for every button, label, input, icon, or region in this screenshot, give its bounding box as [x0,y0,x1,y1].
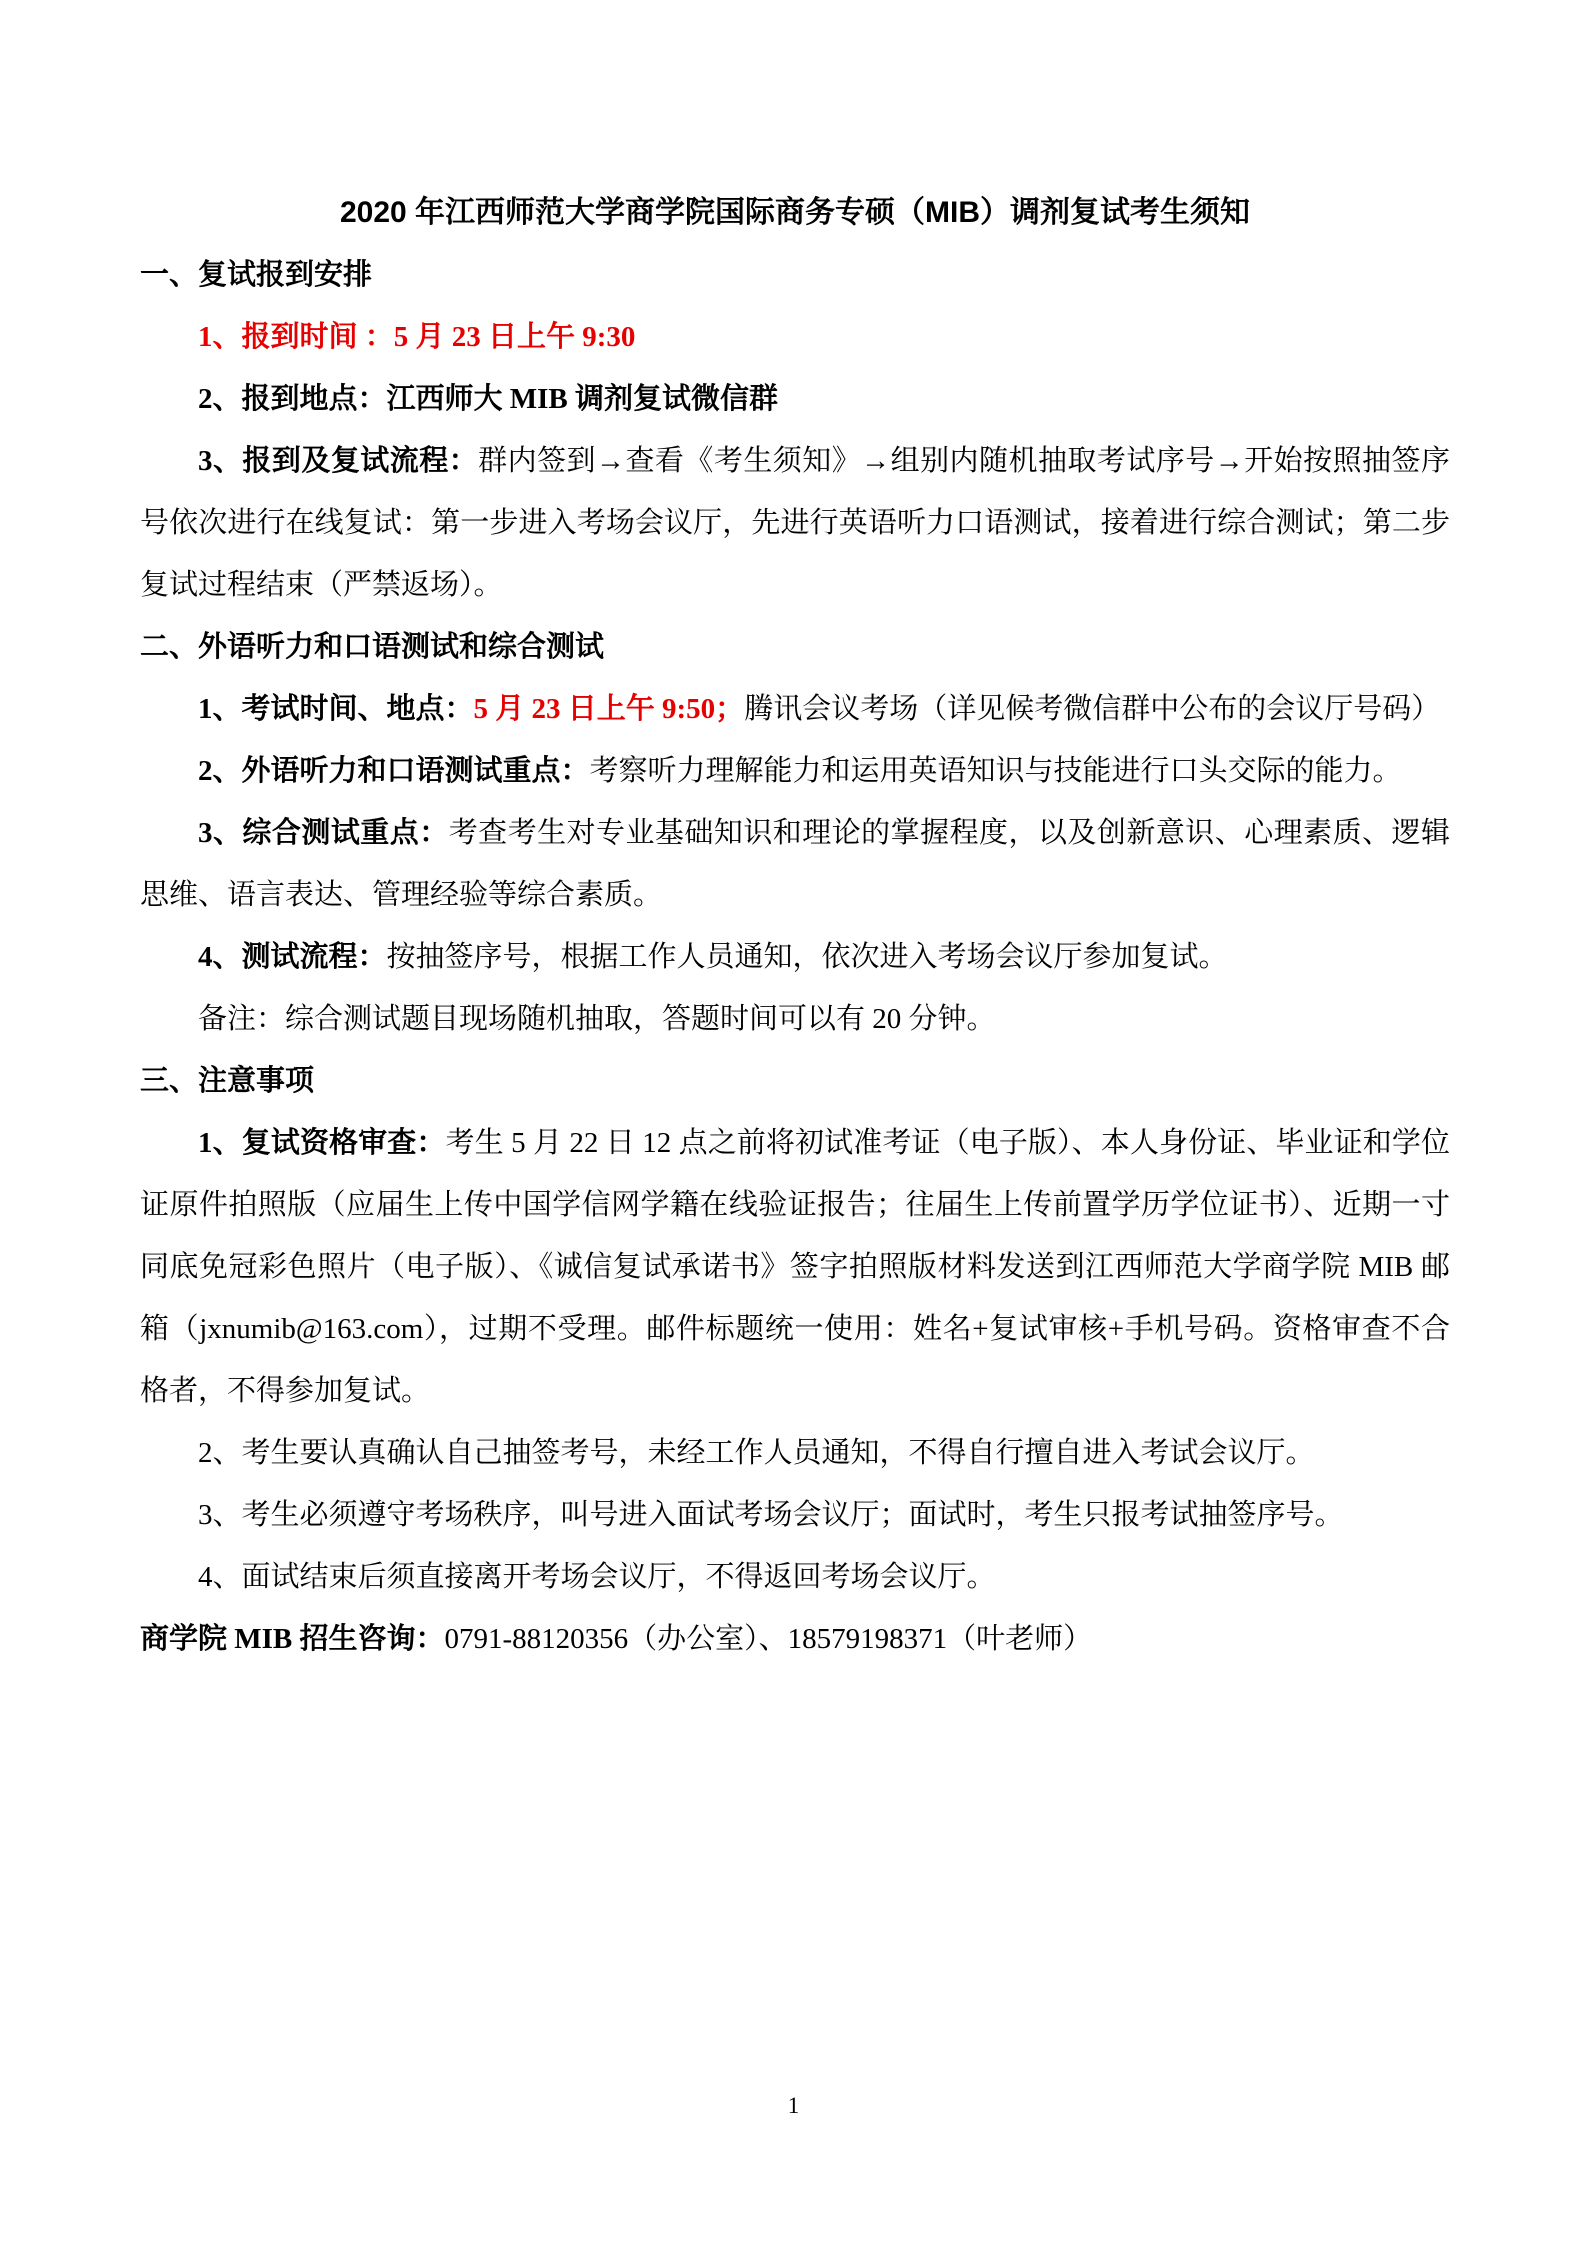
section-2-item-3 [140,802,1450,926]
item-text: 按抽签序号，根据工作人员通知，依次进入考场会议厅参加复试。 [386,941,1228,973]
section-1-item-3 [140,430,1450,616]
section-2-heading: 二、外语听力和口语测试和综合测试 [140,631,605,663]
section-2-remark [140,988,1450,1050]
section-1-heading: 一、复试报到安排 [140,259,373,291]
item-text: 考察听力理解能力和运用英语知识与技能进行口头交际的能力。 [589,755,1402,787]
item-label: 2、外语听力和口语测试重点： [198,755,590,787]
section-1-item-1 [140,306,1450,368]
section-3-item-2 [140,1422,1450,1484]
exam-time-text: 5 月 23 日上午 9:50； [473,693,745,725]
document-content [140,182,1450,1670]
document-title: 2020 年江西师范大学商学院国际商务专硕（MIB）调剂复试考生须知 [339,196,1251,229]
remark-text: 备注：综合测试题目现场随机抽取，答题时间可以有 20 分钟。 [198,1003,996,1035]
section-3-item-4 [140,1546,1450,1608]
item-label: 3、报到及复试流程： [198,445,479,477]
section-2-item-4 [140,926,1450,988]
item-text: 腾讯会议考场（详见候考微信群中公布的会议厅号码） [744,693,1441,725]
contact-label: 商学院 MIB 招生咨询： [140,1623,445,1655]
item-label: 4、测试流程： [198,941,387,973]
section-3-heading: 三、注意事项 [140,1065,315,1097]
item-text: 2、考生要认真确认自己抽签考号，未经工作人员通知，不得自行擅自进入考试会议厅。 [198,1437,1315,1469]
item-text: 4、面试结束后须直接离开考场会议厅，不得返回考场会议厅。 [198,1561,996,1593]
section-1-item-2 [140,368,1450,430]
report-time-text: 1、报到时间 ：5 月 23 日上午 9:30 [198,321,636,353]
contact-phones: 0791-88120356（办公室）、18579198371（叶老师） [444,1623,1093,1655]
item-text: 群内签到→查看《考生须知》→组别内随机抽取考试序号→开始按照抽签序号依次进行在线复试：第一步进入考场会议厅，先进行英语听力口语测试，接着进行综合测试；第二步复试过程结束（严禁返场）。 [140,445,1450,601]
contact-line [140,1608,1450,1670]
section-2-item-2 [140,740,1450,802]
section-3-item-3 [140,1484,1450,1546]
report-place-text: 2、报到地点：江西师大 MIB 调剂复试微信群 [198,383,779,415]
item-label: 1、复试资格审查： [198,1127,446,1159]
item-text: 考生 5 月 22 日 12 点之前将初试准考证（电子版）、本人身份证、毕业证和学位证原件拍照版（应届生上传中国学信网学籍在线验证报告；往届生上传前置学历学位证书）、近期一寸同底免冠彩色照片（电子版）、《诚信复试承诺书》签字拍照版材料发送到江西师范大学商学院 MIB 邮箱（jxnumib@163.com），过期不受理。邮件标题统一使用：姓名+复试审核+手机号码。资格审查不合格者，不得参加复试。 [140,1127,1450,1407]
item-text: 考查考生对专业基础知识和理论的掌握程度，以及创新意识、心理素质、逻辑思维、语言表达、管理经验等综合素质。 [140,817,1450,911]
item-text: 3、考生必须遵守考场秩序，叫号进入面试考场会议厅；面试时，考生只报考试抽签序号。 [198,1499,1344,1531]
item-label: 3、综合测试重点： [198,817,449,849]
section-2-item-1 [140,678,1450,740]
page-number: 1 [787,2093,800,2118]
item-label: 1、考试时间、地点： [198,693,474,725]
section-3-item-1 [140,1112,1450,1422]
